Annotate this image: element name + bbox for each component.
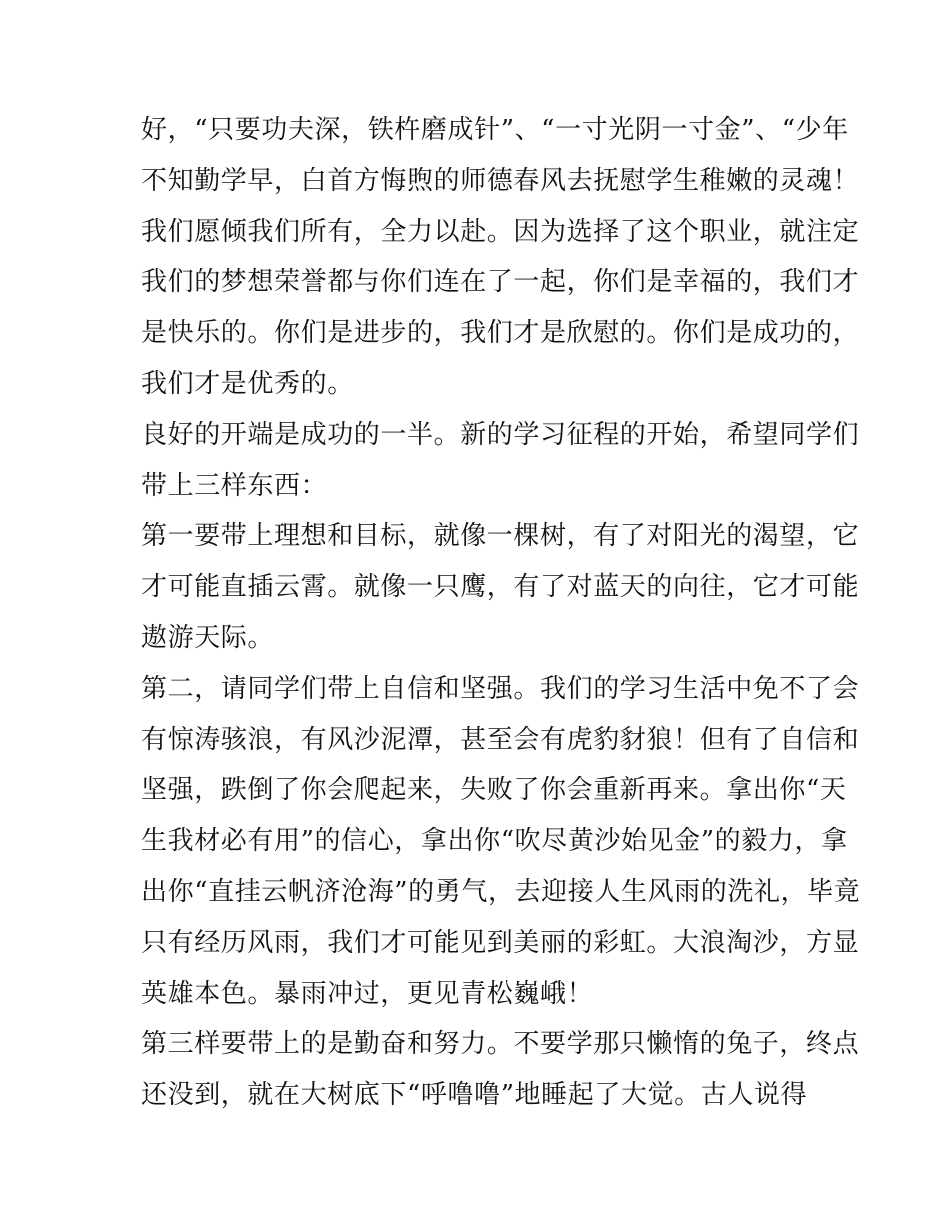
text-line: 只有经历风雨，我们才可能见到美丽的彩虹。大浪淘沙，方显	[141, 927, 860, 958]
text-line: 有惊涛骇浪，有风沙泥潭，甚至会有虎豹豺狼！但有了自信和	[141, 724, 860, 755]
text-line: 良好的开端是成功的一半。新的学习征程的开始，希望同学们	[141, 419, 860, 450]
text-line: 第三样要带上的是勤奋和努力。不要学那只懒惰的兔子，终点	[141, 1029, 860, 1060]
text-line: 第二，请同学们带上自信和坚强。我们的学习生活中免不了会	[141, 673, 860, 704]
body-text	[141, 105, 861, 1121]
text-line: 好，“只要功夫深，铁杵磨成针”、“一寸光阴一寸金”、“少年	[141, 115, 849, 145]
text-line: 英雄本色。暴雨冲过，更见青松巍峨！	[141, 978, 594, 1009]
text-line: 我们的梦想荣誉都与你们连在了一起，你们是幸福的，我们才	[141, 267, 860, 298]
text-line: 生我材必有用”的信心，拿出你“吹尽黄沙始见金”的毅力，拿	[141, 826, 848, 857]
text-line: 出你“直挂云帆济沧海”的勇气，去迎接人生风雨的洗礼，毕竟	[141, 876, 861, 907]
text-line: 遨游天际。	[141, 622, 275, 653]
text-line: 才可能直插云霄。就像一只鹰，有了对蓝天的向往，它才可能	[141, 572, 860, 603]
text-line: 带上三样东西：	[141, 470, 328, 501]
text-line: 第一要带上理想和目标，就像一棵树，有了对阳光的渴望，它	[141, 521, 860, 552]
text-line: 坚强，跌倒了你会爬起来，失败了你会重新再来。拿出你“天	[141, 775, 847, 806]
text-line: 我们愿倾我们所有，全力以赴。因为选择了这个职业，就注定	[141, 216, 860, 247]
text-line: 还没到，就在大树底下“呼噜噜”地睡起了大觉。古人说得	[141, 1080, 808, 1111]
text-line: 我们才是优秀的。	[141, 368, 354, 399]
text-line: 不知勤学早，白首方悔煦的师德春风去抚慰学生稚嫩的灵魂！	[141, 165, 860, 196]
text-line: 是快乐的。你们是进步的，我们才是欣慰的。你们是成功的，	[141, 318, 860, 349]
